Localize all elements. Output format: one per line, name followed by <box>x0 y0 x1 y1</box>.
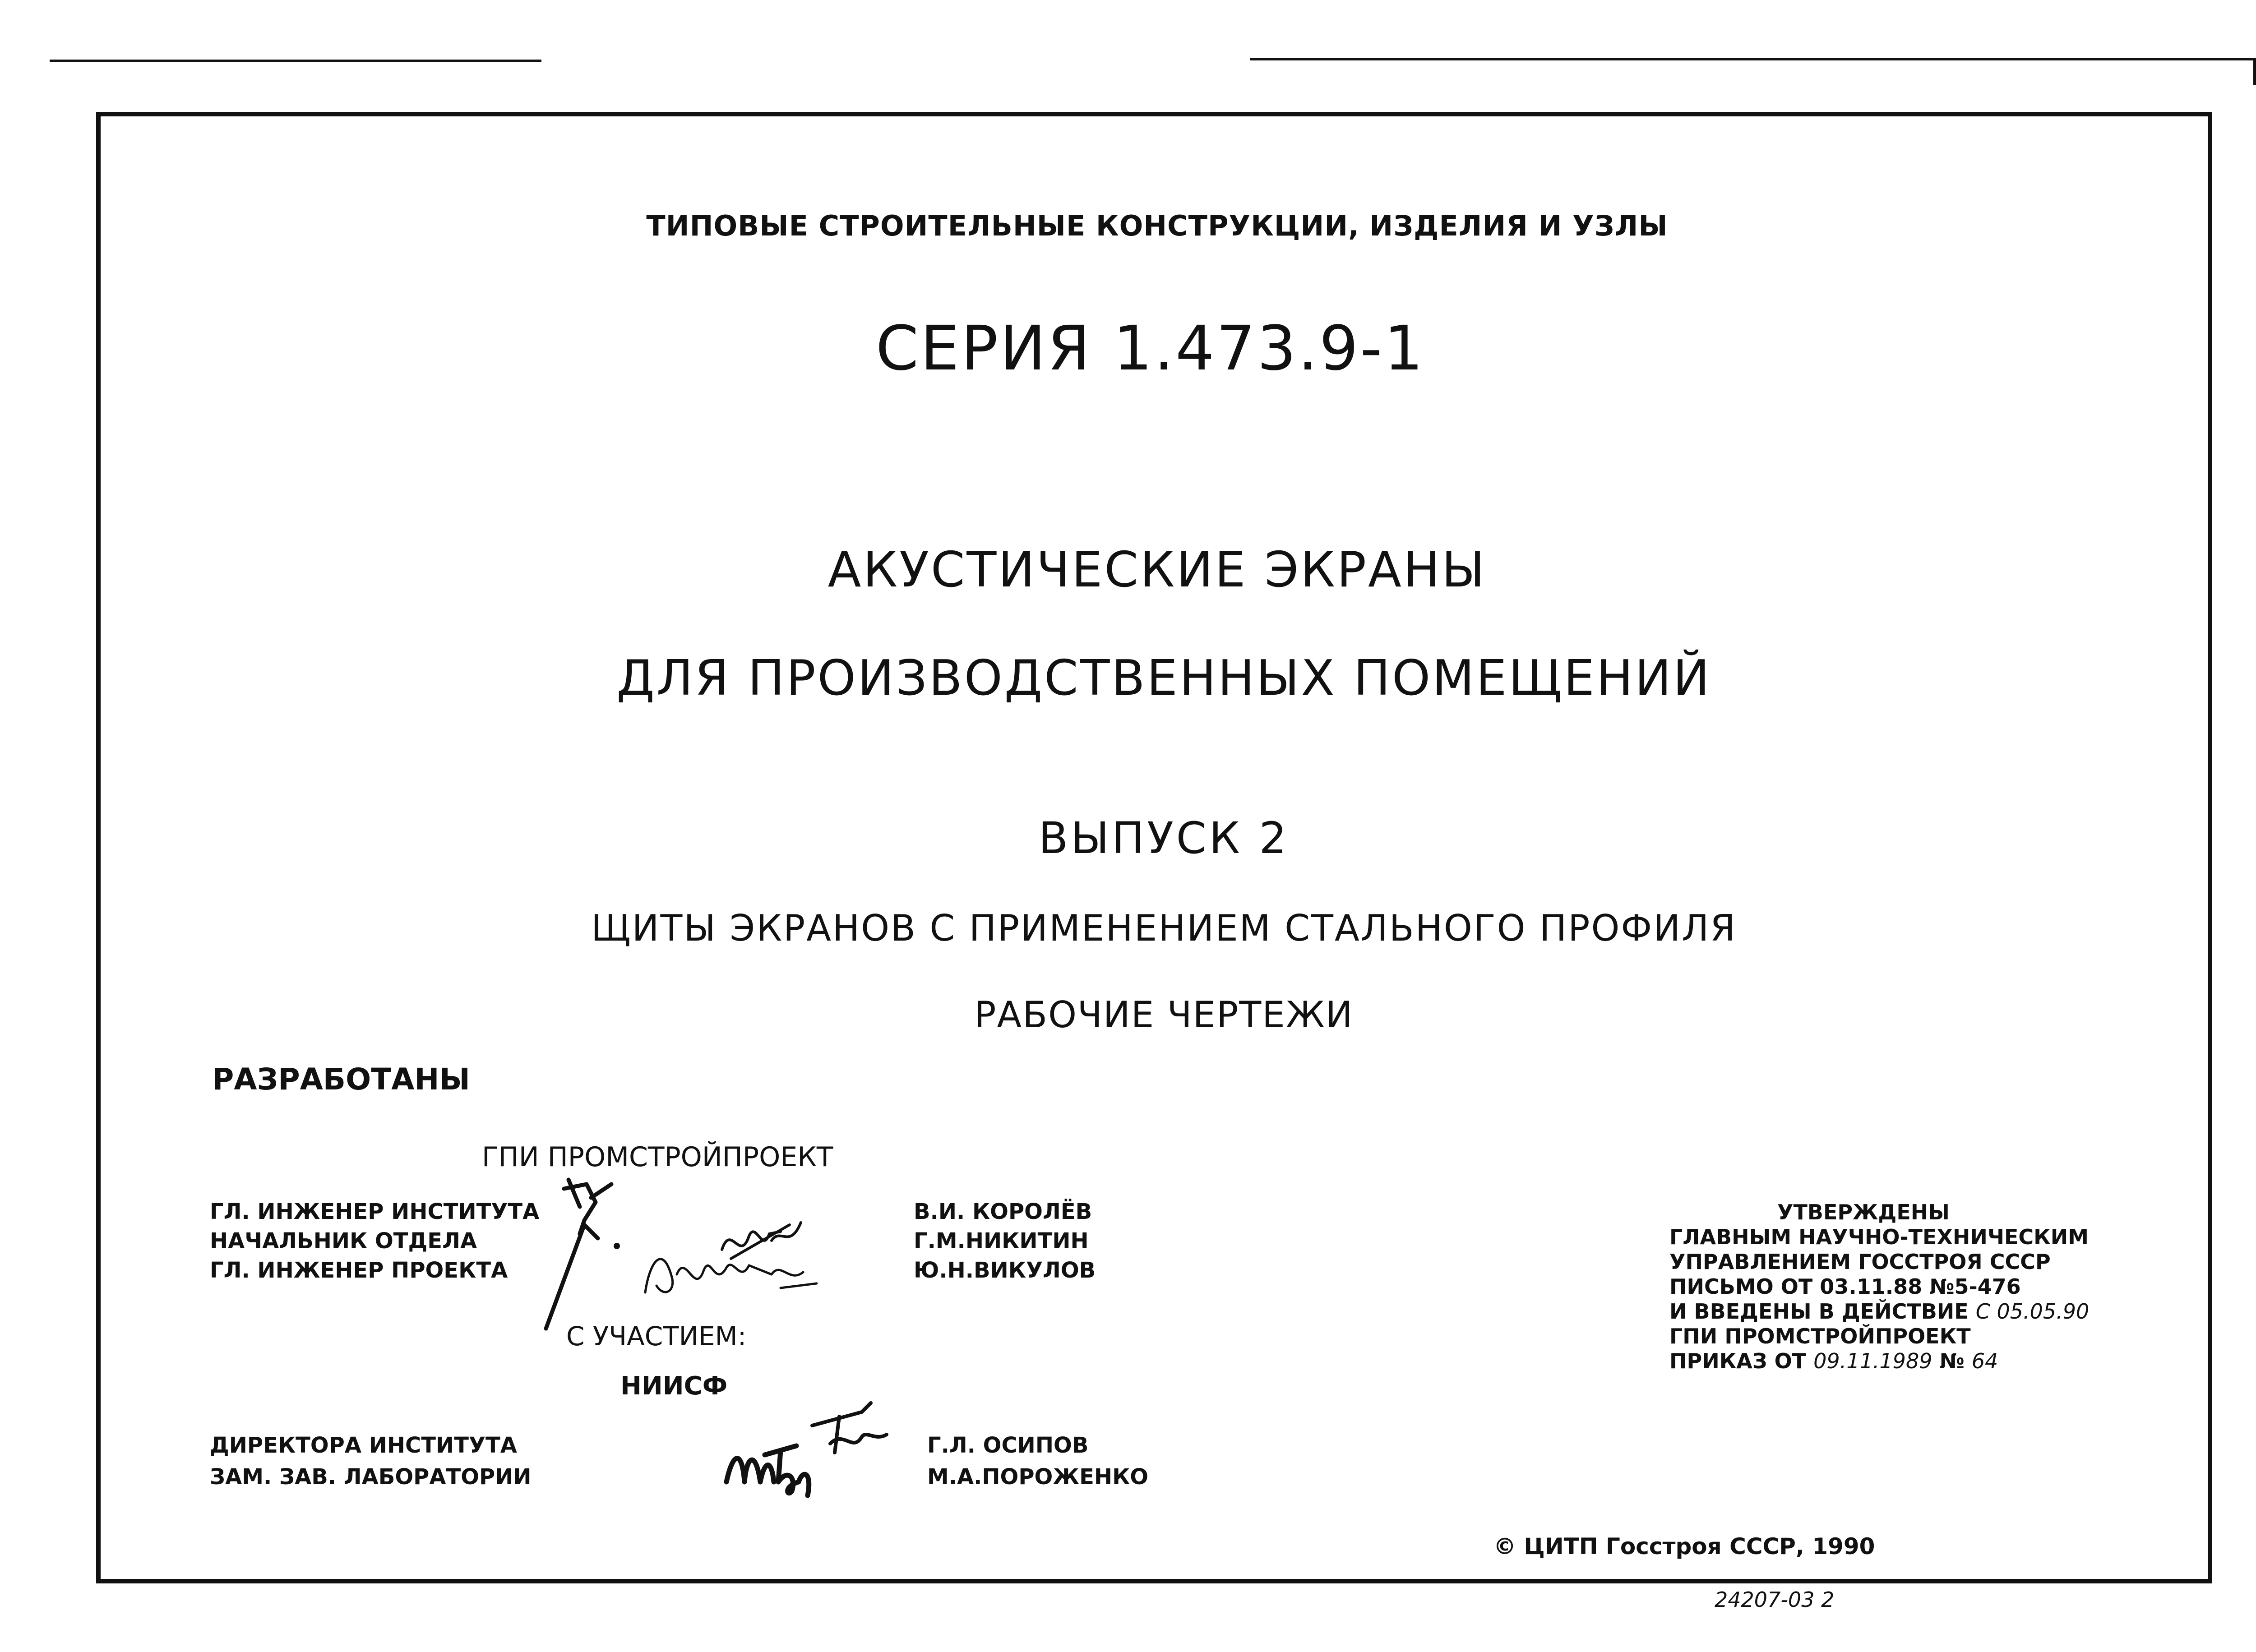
title-line-2: ДЛЯ ПРОИЗВОДСТВЕННЫХ ПОМЕЩЕНИЙ <box>616 650 1711 706</box>
position-institute-director: ДИРЕКТОРА ИНСТИТУТА <box>210 1433 517 1458</box>
name-korolev: В.И. КОРОЛЁВ <box>914 1199 1092 1224</box>
approval-line-2: УПРАВЛЕНИЕМ ГОССТРОЯ СССР <box>1669 1250 2051 1274</box>
top-rule-right-tick <box>2253 58 2256 85</box>
participant-organization: НИИСФ <box>620 1371 728 1401</box>
approval-block <box>1669 1200 2166 1374</box>
approval-line-4-prefix: И ВВЕДЕНЫ В ДЕЙСТВИЕ <box>1669 1299 1969 1324</box>
approval-order-number-sign: № <box>1939 1349 1965 1373</box>
position-deputy-lab-head: ЗАМ. ЗАВ. ЛАБОРАТОРИИ <box>210 1464 532 1490</box>
signature-vikulov <box>636 1234 826 1311</box>
approval-line-3: ПИСЬМО ОТ 03.11.88 №5-476 <box>1669 1274 2021 1299</box>
name-vikulov: Ю.Н.ВИКУЛОВ <box>914 1258 1096 1283</box>
top-rule-left <box>50 60 541 62</box>
signature-porozhenko <box>720 1432 823 1500</box>
series-kicker: ТИПОВЫЕ СТРОИТЕЛЬНЫЕ КОНСТРУКЦИИ, ИЗДЕЛИЯ И УЗЛЫ <box>646 209 1668 242</box>
position-chief-project-engineer: ГЛ. ИНЖЕНЕР ПРОЕКТА <box>210 1258 508 1283</box>
title-line-1: АКУСТИЧЕСКИЕ ЭКРАНЫ <box>828 542 1487 598</box>
document-kind: РАБОЧИЕ ЧЕРТЕЖИ <box>974 994 1354 1036</box>
approval-line-6 <box>1669 1349 2166 1374</box>
approval-order-number: 64 <box>1971 1349 1998 1373</box>
name-osipov: Г.Л. ОСИПОВ <box>927 1433 1089 1458</box>
name-porozhenko: М.А.ПОРОЖЕНКО <box>927 1464 1149 1490</box>
approval-order-date: 09.11.1989 <box>1813 1349 1932 1373</box>
developer-organization: ГПИ ПРОМСТРОЙПРОЕКТ <box>482 1141 833 1173</box>
approval-line-5: ГПИ ПРОМСТРОЙПРОЕКТ <box>1669 1324 1971 1348</box>
signature-mark-dot <box>614 1243 620 1249</box>
position-chief-engineer-institute: ГЛ. ИНЖЕНЕР ИНСТИТУТА <box>210 1199 540 1224</box>
approval-line-6-prefix: ПРИКАЗ ОТ <box>1669 1349 1807 1373</box>
issue-number: ВЫПУСК 2 <box>1038 813 1290 863</box>
document-number: 24207-03 2 <box>1715 1587 1835 1612</box>
series-title: СЕРИЯ 1.473.9-1 <box>875 313 1425 384</box>
approval-line-1: ГЛАВНЫМ НАУЧНО-ТЕХНИЧЕСКИМ <box>1669 1225 2089 1249</box>
position-head-of-department: НАЧАЛЬНИК ОТДЕЛА <box>210 1228 477 1254</box>
name-nikitin: Г.М.НИКИТИН <box>914 1228 1089 1254</box>
approval-effective-date: С 05.05.90 <box>1975 1299 2090 1324</box>
developed-label: РАЗРАБОТАНЫ <box>212 1062 470 1097</box>
approval-line-4 <box>1669 1299 2166 1324</box>
participation-label: С УЧАСТИЕМ: <box>566 1321 747 1352</box>
top-rule-right <box>1250 58 2256 60</box>
copyright: © ЦИТП Госстроя СССР, 1990 <box>1493 1533 1875 1560</box>
subtitle: ЩИТЫ ЭКРАНОВ С ПРИМЕНЕНИЕМ СТАЛЬНОГО ПРОФИЛЯ <box>591 907 1737 949</box>
approval-heading: УТВЕРЖДЕНЫ <box>1777 1200 1950 1224</box>
